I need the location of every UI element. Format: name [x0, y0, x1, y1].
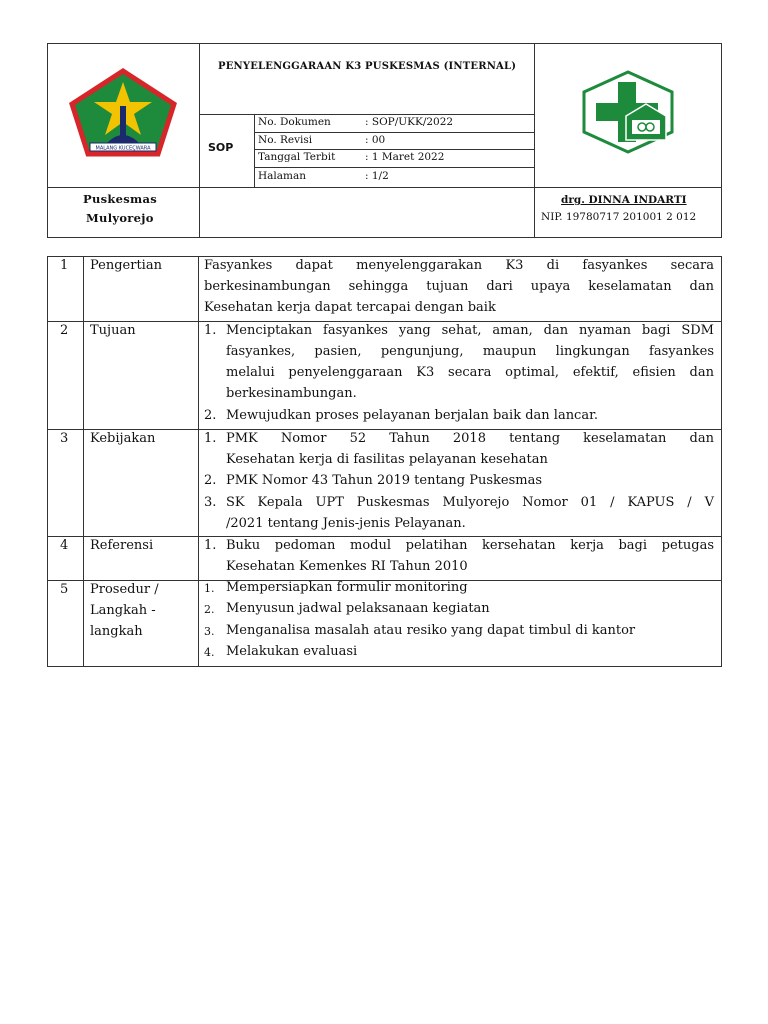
row-label: langkah	[90, 624, 143, 639]
signer-nip: NIP. 19780717 201001 2 012	[541, 211, 697, 223]
meta-label-revision: No. Revisi	[258, 134, 313, 146]
row-text-line: Kesehatan kerja dapat tercapai dengan baik	[204, 300, 496, 315]
list-item-line: PMK Nomor 43 Tahun 2019 tentang Puskesmas	[226, 473, 543, 488]
list-item-number: 2.	[204, 408, 217, 423]
malang-city-emblem	[68, 68, 178, 162]
list-item-line: berkesinambungan.	[226, 386, 357, 401]
row-number: 1	[60, 258, 69, 273]
list-item-line: Menyusun jadwal pelaksanaan kegiatan	[226, 601, 490, 616]
list-item-number: 1.	[204, 431, 217, 446]
row-number: 5	[60, 582, 69, 597]
list-item-number: 1.	[204, 582, 215, 595]
list-item-line: SK Kepala UPT Puskesmas Mulyorejo Nomor 01 / KAPUS / V	[226, 495, 714, 510]
row-text-line: Fasyankes dapat menyelenggarakan K3 di fasyankes secara	[204, 258, 714, 273]
row-label: Prosedur /	[90, 582, 159, 597]
row-label: Tujuan	[90, 323, 136, 338]
list-item-number: 3.	[204, 625, 215, 638]
list-item-number: 4.	[204, 646, 215, 659]
list-item-line: Mempersiapkan formulir monitoring	[226, 580, 468, 595]
puskesmas-logo	[580, 70, 676, 154]
list-item-line: Kesehatan kerja di fasilitas pelayanan kesehatan	[226, 452, 548, 467]
row-number: 3	[60, 431, 69, 446]
row-number: 4	[60, 538, 69, 553]
meta-value-revision: : 00	[365, 134, 386, 146]
row-label: Referensi	[90, 538, 154, 553]
meta-value-date: : 1 Maret 2022	[365, 151, 445, 163]
meta-value-page: : 1/2	[365, 170, 389, 182]
meta-label-page: Halaman	[258, 170, 307, 182]
meta-value-doc: : SOP/UKK/2022	[365, 116, 454, 128]
list-item-line: Menciptakan fasyankes yang sehat, aman, dan nyaman bagi SDM	[226, 323, 714, 338]
org-name-line1: Puskesmas	[83, 192, 158, 206]
list-item-line: Buku pedoman modul pelatihan kersehatan kerja bagi petugas	[226, 538, 714, 553]
list-item-line: melalui penyelenggaraan K3 secara optimal, efektif, efisien dan	[226, 365, 714, 380]
list-item-line: Kesehatan Kemenkes RI Tahun 2010	[226, 559, 468, 574]
list-item-line: Melakukan evaluasi	[226, 644, 358, 659]
org-name-line2: Mulyorejo	[86, 211, 154, 225]
list-item-line: Menganalisa masalah atau resiko yang dapat timbul di kantor	[226, 623, 636, 638]
list-item-number: 2.	[204, 473, 217, 488]
meta-label-date: Tanggal Terbit	[258, 151, 336, 163]
emblem-text: MALANG KUCEÇWARA	[95, 145, 151, 152]
list-item-line: /2021 tentang Jenis-jenis Pelayanan.	[226, 516, 466, 531]
row-label: Pengertian	[90, 258, 162, 273]
row-number: 2	[60, 323, 69, 338]
document-title: PENYELENGGARAAN K3 PUSKESMAS (INTERNAL)	[218, 61, 517, 72]
list-item-line: fasyankes, pasien, pengunjung, maupun lingkungan fasyankes	[226, 344, 714, 359]
list-item-number: 3.	[204, 495, 217, 510]
list-item-number: 2.	[204, 603, 215, 616]
row-label: Langkah -	[90, 603, 156, 618]
emblem-icon	[68, 68, 178, 162]
list-item-number: 1.	[204, 323, 217, 338]
row-label: Kebijakan	[90, 431, 156, 446]
signer-name: drg. DINNA INDARTI	[561, 194, 687, 206]
list-item-line: PMK Nomor 52 Tahun 2018 tentang keselamatan dan	[226, 431, 714, 446]
sop-label: SOP	[208, 141, 234, 154]
meta-label-doc: No. Dokumen	[258, 116, 331, 128]
row-text-line: berkesinambungan sehingga tujuan dari upaya keselamatan dan	[204, 279, 714, 294]
list-item-line: Mewujudkan proses pelayanan berjalan baik dan lancar.	[226, 408, 599, 423]
list-item-number: 1.	[204, 538, 217, 553]
health-cross-icon	[580, 70, 676, 154]
